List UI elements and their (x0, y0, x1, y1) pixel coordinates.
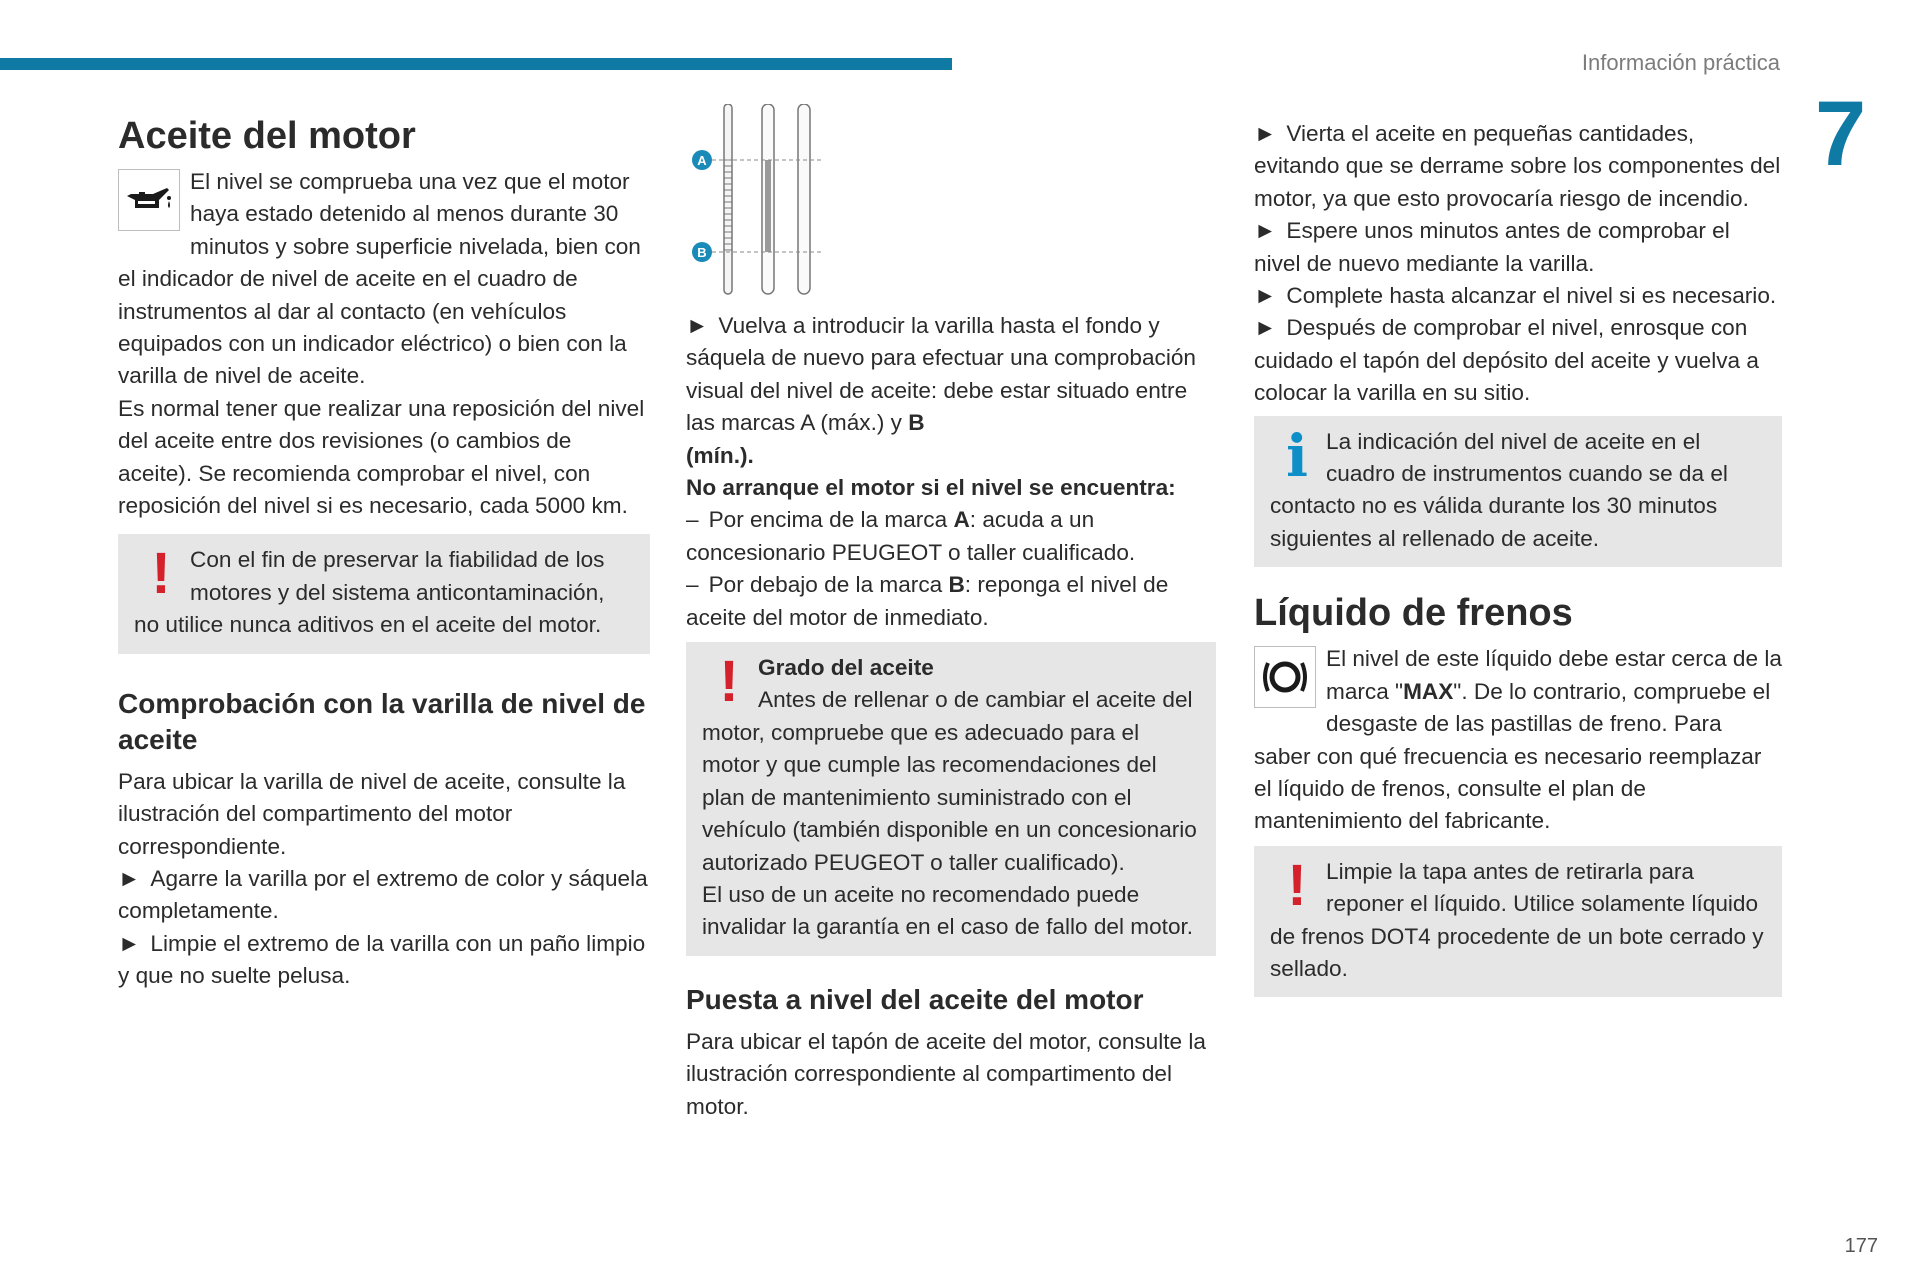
max-mark-text: MAX (1403, 678, 1454, 704)
arrow-bullet-icon: ► (1254, 218, 1277, 244)
marker-b-label: B (697, 245, 707, 260)
info-oil-indicator (1254, 416, 1782, 568)
arrow-bullet-icon: ► (118, 930, 141, 956)
info-icon: i (1285, 421, 1309, 490)
dipstick-location-text: Para ubicar la varilla de nivel de aceite, consulte la ilustración del compartimento del motor correspondiente. (118, 768, 626, 859)
list-item (118, 863, 650, 928)
arrow-bullet-icon: ► (118, 865, 141, 891)
section-label: Información práctica (1581, 50, 1780, 75)
brake-fluid-text (1254, 643, 1782, 837)
arrow-bullet-icon: ► (1254, 121, 1277, 146)
arrow-bullet-icon: ► (1254, 283, 1277, 309)
arrow-bullet-icon: ► (1254, 315, 1277, 341)
brake-text-part: El nivel de este líquido debe estar cerca de la marca " (1326, 646, 1782, 704)
info-oil-indicator-text: La indicación del nivel de aceite en el cuadro de instrumentos cuando se da el contacto no es válida durante los 30 minutos siguientes al rellenado de aceite. (1270, 428, 1728, 551)
list-item (686, 504, 1216, 569)
list-item (686, 310, 1216, 472)
dipstick-illustration (686, 104, 846, 296)
dash-bullet-icon: – (686, 507, 699, 533)
engine-oil-para2: Es normal tener que realizar una reposición del nivel del aceite entre dos revisiones (o cambios de aceite). Se recomienda comprobar el nivel, con reposición del nivel si es necesario, cada 5000 km. (118, 395, 645, 519)
subtitle-oil-topup: Puesta a nivel del aceite del motor (686, 983, 1144, 1015)
oil-cap-location-text: Para ubicar el tapón de aceite del motor, consulte la ilustración correspondiente al compartimento del motor. (686, 1028, 1206, 1119)
column-left (118, 100, 650, 993)
list-item (1254, 215, 1782, 280)
chapter-number: 7 (1815, 83, 1867, 185)
mark-a-text: A (953, 507, 970, 533)
subtitle-dipstick-check: Comprobación con la varilla de nivel de aceite (118, 687, 646, 755)
list-item (1254, 118, 1782, 215)
engine-oil-intro: El nivel se comprueba una vez que el motor haya estado detenido al menos durante 30 minutos y sobre superficie nivelada, bien con el indicador de nivel de aceite en el cuadro de instrumentos al dar al contacto (en vehículos equipados con un indicador eléctrico) o bien con la varilla de nivel de aceite. (118, 169, 641, 389)
bullet-text: Vierta el aceite en pequeñas cantidades, evitando que se derrame sobre los componentes del motor, ya que esto provocaría riesgo de incendio. (1254, 121, 1781, 211)
bullet-text: Limpie el extremo de la varilla con un paño limpio y que no suelte pelusa. (118, 930, 646, 989)
column-right (1254, 118, 1782, 997)
marker-a-label: A (697, 153, 707, 168)
oil-grade-text: Antes de rellenar o de cambiar el aceite del motor, compruebe que es adecuado para el motor y que cumple las recomendaciones del plan de mantenimiento suministrado con el vehículo (también disponible en un concesionario autorizado PEUGEOT o taller cualificado). (702, 687, 1197, 875)
header-accent-bar (0, 58, 952, 70)
bullet-text: Agarre la varilla por el extremo de color y sáquela completamente. (118, 865, 648, 924)
warning-icon: ! (1287, 852, 1307, 918)
bullet-text: Espere unos minutos antes de comprobar el nivel de nuevo mediante la varilla. (1254, 218, 1730, 276)
bullet-text: Vuelva a introducir la varilla hasta el fondo y sáquela de nuevo para efectuar una comprobación visual del nivel de aceite: debe estar situado entre las marcas A (máx.) y (686, 313, 1196, 436)
warning-icon: ! (151, 541, 171, 607)
bullet-text: Complete hasta alcanzar el nivel si es necesario. (1286, 283, 1777, 309)
list-item (118, 928, 650, 993)
engine-start-warning-heading: No arranque el motor si el nivel se encuentra: (686, 475, 1176, 501)
min-text: (mín.). (686, 442, 754, 468)
dash-bullet-icon: – (686, 572, 699, 598)
arrow-bullet-icon: ► (686, 313, 709, 338)
warning-additives (118, 534, 650, 653)
list-item (686, 569, 1216, 634)
dash-text: : acuda a un concesionario PEUGEOT o taller cualificado. (686, 507, 1136, 565)
bullet-text: Después de comprobar el nivel, enrosque con cuidado el tapón del depósito del aceite y vuelva a colocar la varilla en su sitio. (1254, 315, 1759, 406)
warning-brake-fluid (1254, 846, 1782, 998)
oil-can-icon (118, 169, 180, 231)
warning-additives-text: Con el fin de preservar la fiabilidad de los motores y del sistema anticontaminación, no utilice nunca aditivos en el aceite del motor. (134, 547, 605, 638)
warning-icon: ! (719, 649, 739, 715)
oil-grade-title: Grado del aceite (758, 655, 934, 681)
dash-text: : reponga el nivel de aceite del motor de inmediato. (686, 572, 1169, 630)
mark-b-text: B (908, 410, 925, 436)
brake-warning-icon (1254, 646, 1316, 708)
column-middle (686, 104, 1216, 1123)
dash-text: Por encima de la marca (708, 507, 954, 533)
dash-text: Por debajo de la marca (708, 572, 949, 598)
warning-brake-fluid-text: Limpie la tapa antes de retirarla para reponer el líquido. Utilice solamente líquido de frenos DOT4 procedente de un bote cerrado y sellado. (1270, 858, 1764, 981)
list-item (1254, 312, 1782, 409)
brake-text-part: ". De lo contrario, compruebe el desgaste de las pastillas de freno. Para saber con qué frecuencia es necesario reemplazar el líquido de frenos, consulte el plan de mantenimiento del fabricante. (1254, 678, 1771, 834)
mark-b-text: B (948, 572, 965, 598)
list-item (1254, 280, 1782, 312)
title-engine-oil: Aceite del motor (118, 115, 416, 157)
note-oil-grade (686, 642, 1216, 956)
title-brake-fluid: Líquido de frenos (1254, 592, 1573, 635)
page-number: 177 (1844, 1235, 1878, 1257)
oil-grade-text2: El uso de un aceite no recomendado puede invalidar la garantía en el caso de fallo del motor. (702, 881, 1194, 940)
